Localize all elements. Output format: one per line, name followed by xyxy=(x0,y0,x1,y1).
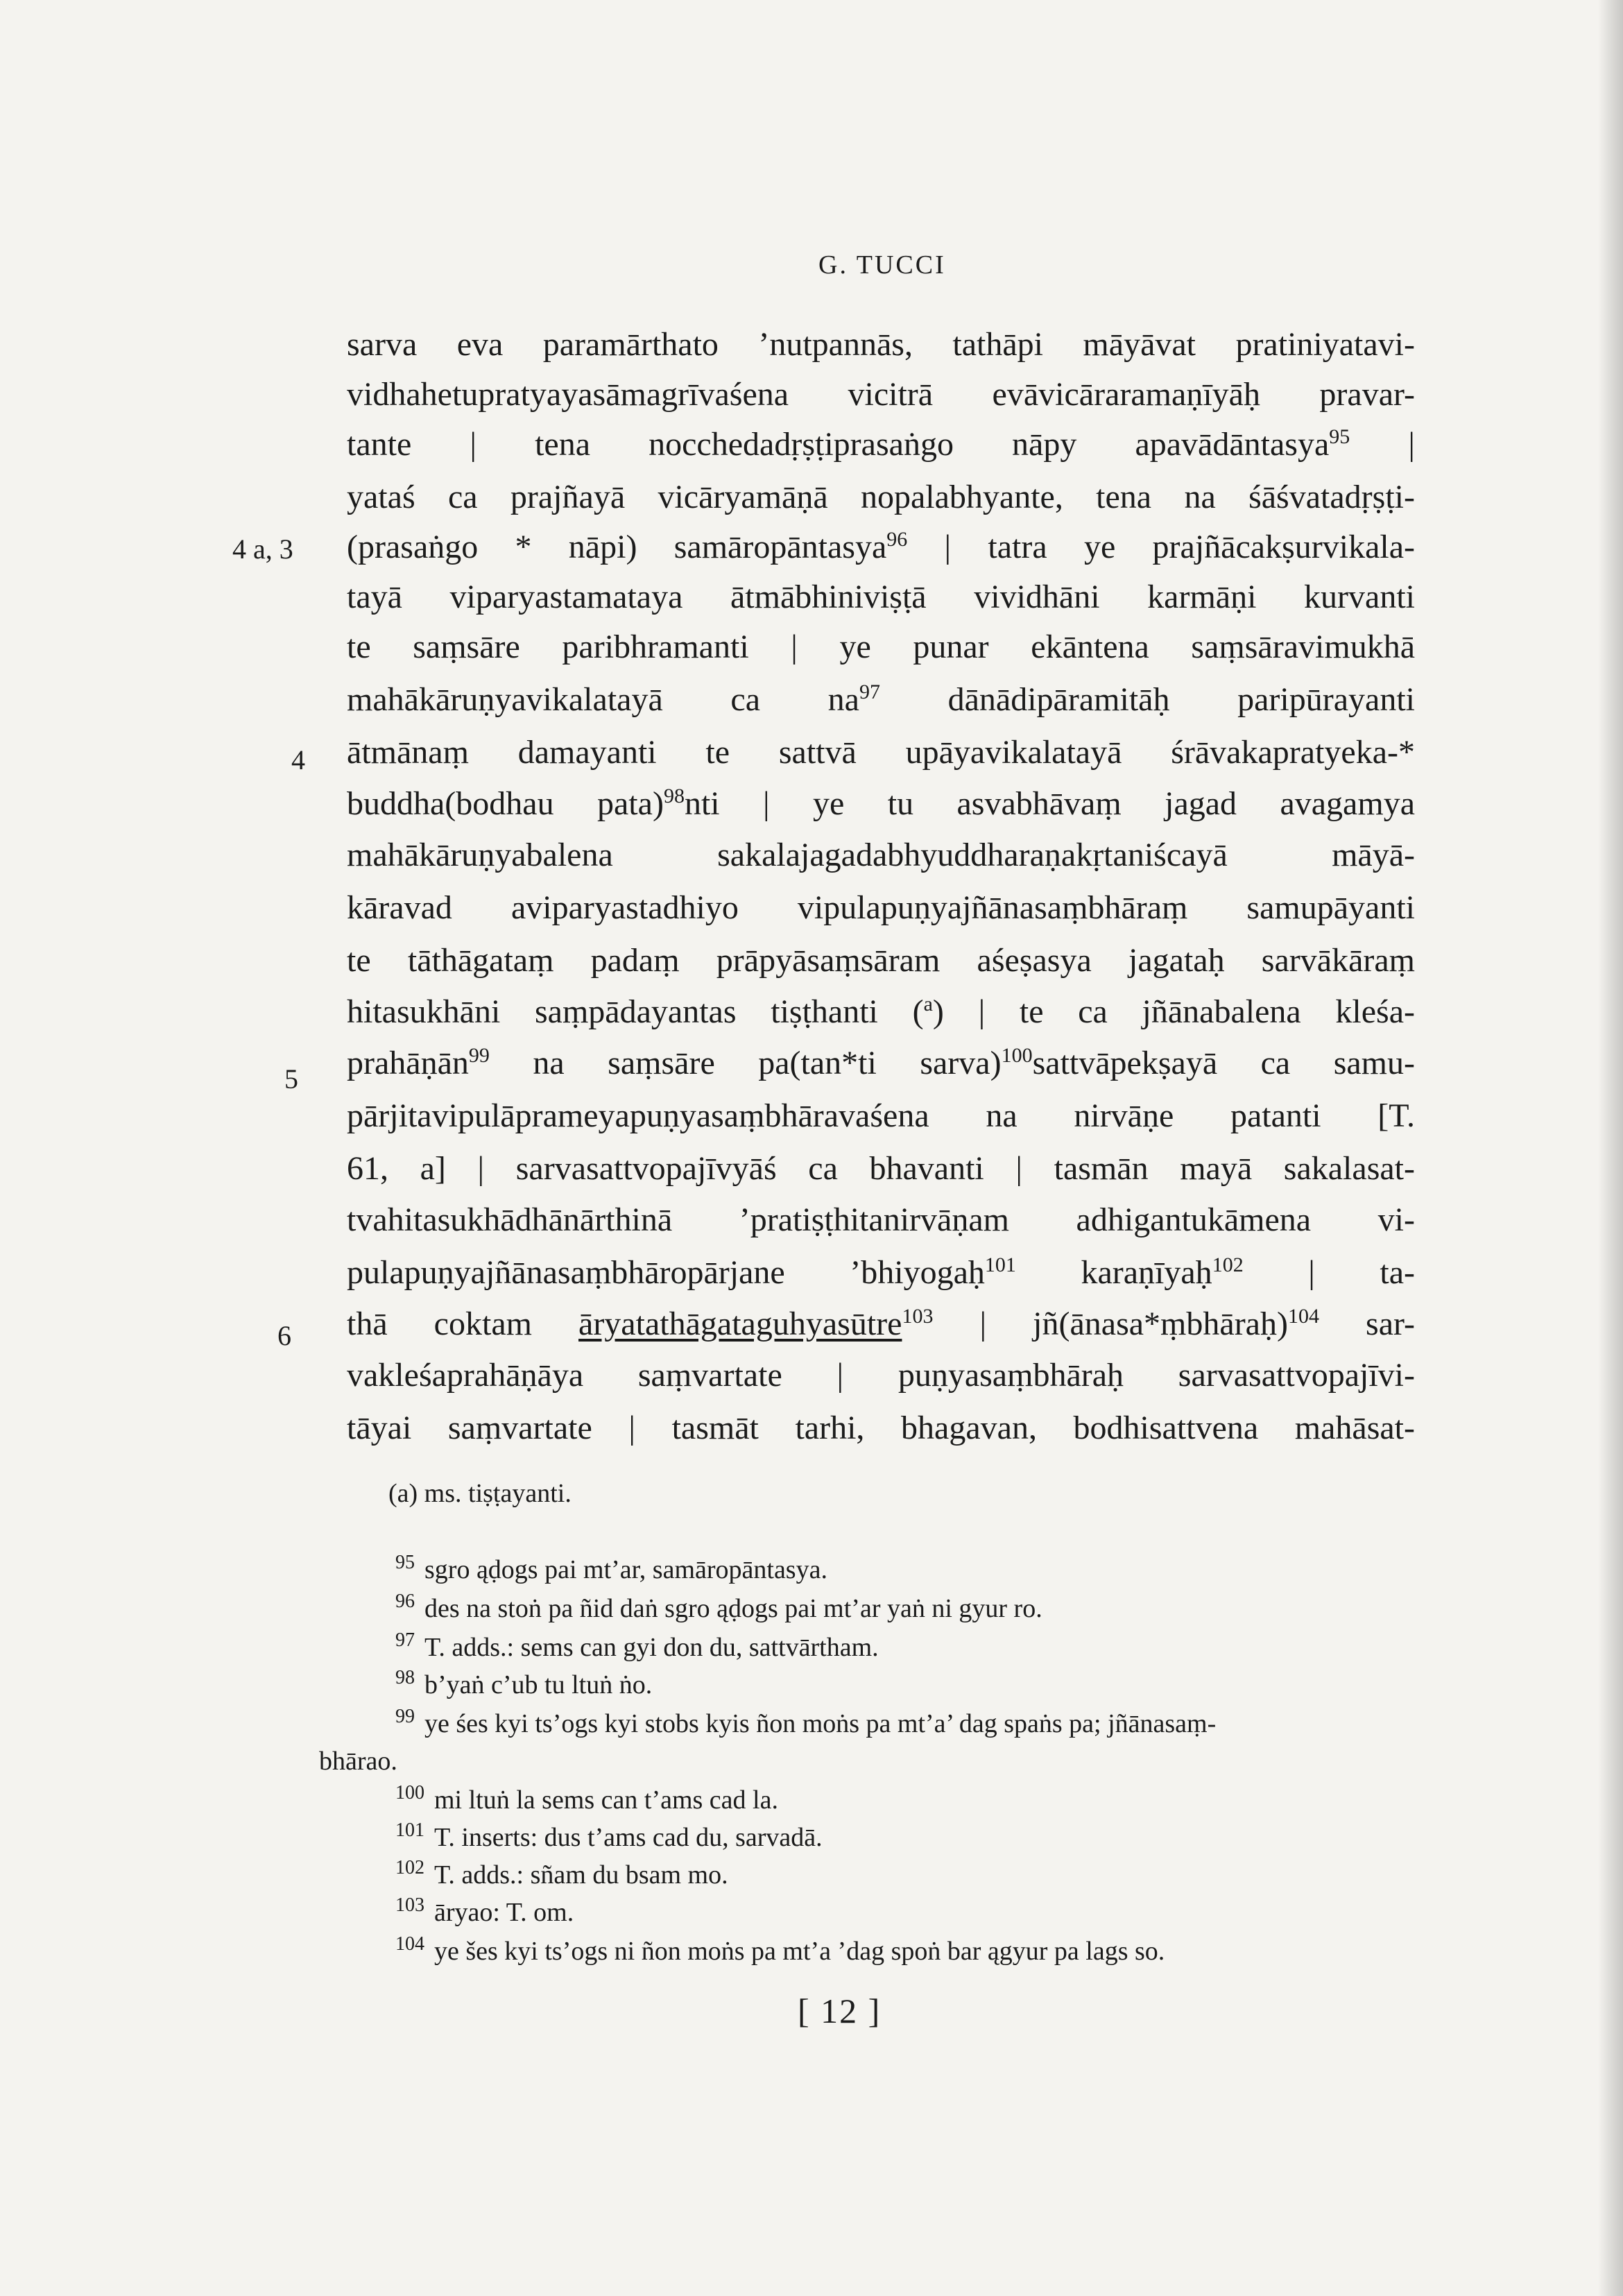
margin-label: 6 xyxy=(277,1320,291,1351)
footnote: $^{101}$ T. inserts: dus t’ams cad du, sarvadā. xyxy=(395,1819,823,1852)
footnote: $^{99}$ ye śes kyi ts’ogs kyi stobs kyis ñon moṅs pa mt’a’ dag spaṅs pa; jñānasaṃ- xyxy=(395,1706,1217,1738)
text-line: (prasaṅgo * nāpi) samāropāntasya$^{96}$ | tatra ye prajñācakṣurvikala- xyxy=(347,528,1415,565)
footnote: $^{104}$ ye šes kyi ts’ogs ni ñon moṅs pa mt’a ’dag spoṅ bar ągyur pa lags so. xyxy=(395,1933,1165,1966)
textual-note: (a) ms. tiṣṭayanti. xyxy=(388,1479,572,1508)
sutra-title: āryatathāgataguhyasūtre xyxy=(578,1305,902,1342)
text-line: buddha(bodhau pata)$^{98}$nti | ye tu asvabhāvaṃ jagad avagamya xyxy=(347,785,1416,822)
running-header: G. TUCCI xyxy=(818,250,946,280)
text-line: yataś ca prajñayā vicāryamāṇā nopalabhyante, tena na śāśvatadṛṣṭi- xyxy=(347,479,1415,515)
margin-label: 4 a, 3 xyxy=(232,533,293,565)
text-line: tayā viparyastamataya ātmābhiniviṣṭā vividhāni karmāṇi kurvanti xyxy=(347,579,1415,615)
text-line: thā coktam āryatathāgataguhyasūtre$^{103}$ | jñ(ānasa*ṃbhāraḥ)$^{104}$ sar- xyxy=(347,1305,1416,1342)
text-line: kāravad aviparyastadhiyo vipulapuṇyajñānasaṃbhāraṃ samupāyanti xyxy=(347,889,1415,926)
margin-label: 5 xyxy=(284,1063,298,1095)
footnote: $^{100}$ mi ltuṅ la sems can t’ams cad la. xyxy=(395,1782,778,1815)
text-line: pārjitavipulāprameyapuṇyasaṃbhāravaśena na nirvāṇe patanti [T. xyxy=(347,1097,1415,1134)
text-line: vidhahetupratyayasāmagrīvaśena vicitrā evāvicāraramaṇīyāḥ pravar- xyxy=(347,376,1415,413)
text-line: pulapuṇyajñānasaṃbhāropārjane ’bhiyogaḥ$^{101}$ karaṇīyaḥ$^{102}$ | ta- xyxy=(347,1253,1416,1291)
text-line: mahākāruṇyavikalatayā ca $na^{97}$ dānādipāramitāḥ paripūrayanti xyxy=(347,680,1415,718)
page-edge-shadow xyxy=(1598,0,1623,2296)
footnote: $^{98}$ b’yaṅ c’ub tu ltuṅ ṅo. xyxy=(395,1667,653,1699)
text-line: tāyai saṃvartate | tasmāt tarhi, bhagavan, bodhisattvena mahāsat- xyxy=(347,1410,1415,1446)
text-line: vakleśaprahāṇāya saṃvartate | puṇyasaṃbhāraḥ sarvasattvopajīvi- xyxy=(347,1357,1415,1394)
footnote-continuation: bhārao. xyxy=(319,1747,397,1776)
text-line: mahākāruṇyabalena sakalajagadabhyuddharaṇakṛtaniścayā māyā- xyxy=(347,837,1415,873)
margin-label: 4 xyxy=(291,744,305,776)
footnote: $^{103}$ āryao: T. om. xyxy=(395,1894,574,1927)
text-line: tante | tena nocchedadṛṣṭiprasaṅgo nāpy apavādāntasya$^{95}$ | xyxy=(347,425,1416,463)
text-line: ātmānaṃ damayanti te sattvā upāyavikalatayā śrāvakapratyeka-* xyxy=(347,734,1415,771)
text-line: te tāthāgataṃ padaṃ prāpyāsaṃsāram aśeṣasya jagataḥ sarvākāraṃ xyxy=(347,942,1415,979)
footnote: $^{95}$ sgro ąḍogs pai mt’ar, samāropāntasya. xyxy=(395,1552,827,1584)
footnote: $^{96}$ des na stoṅ pa ñid daṅ sgro ąḍogs pai mt’ar yaṅ ni gyur ro. xyxy=(395,1591,1042,1623)
text-line: prahāṇān$^{99}$ na saṃsāre pa(tan*ti sarva)$^{100}$sattvāpekṣayā ca samu- xyxy=(347,1044,1415,1081)
footnote: $^{97}$ T. adds.: sems can gyi don du, sattvārtham. xyxy=(395,1629,879,1662)
text-line: te saṃsāre paribhramanti | ye punar ekāntena saṃsāravimukhā xyxy=(347,628,1415,665)
text-line: hitasukhāni saṃpādayantas tiṣṭhanti ($^a$) | te ca jñānabalena kleśa- xyxy=(347,993,1416,1030)
page-number: [ 12 ] xyxy=(798,1991,882,2030)
footnote: $^{102}$ T. adds.: sñam du bsam mo. xyxy=(395,1857,728,1890)
text-line: 61, a] | sarvasattvopajīvyāś ca bhavanti | tasmān mayā sakalasat- xyxy=(347,1150,1415,1187)
text-line: sarva eva paramārthato ’nutpannās, tathāpi māyāvat pratiniyatavi- xyxy=(347,326,1415,363)
text-line: tvahitasukhādhānārthinā ’pratiṣṭhitanirvāṇam adhigantukāmena vi- xyxy=(347,1201,1415,1238)
